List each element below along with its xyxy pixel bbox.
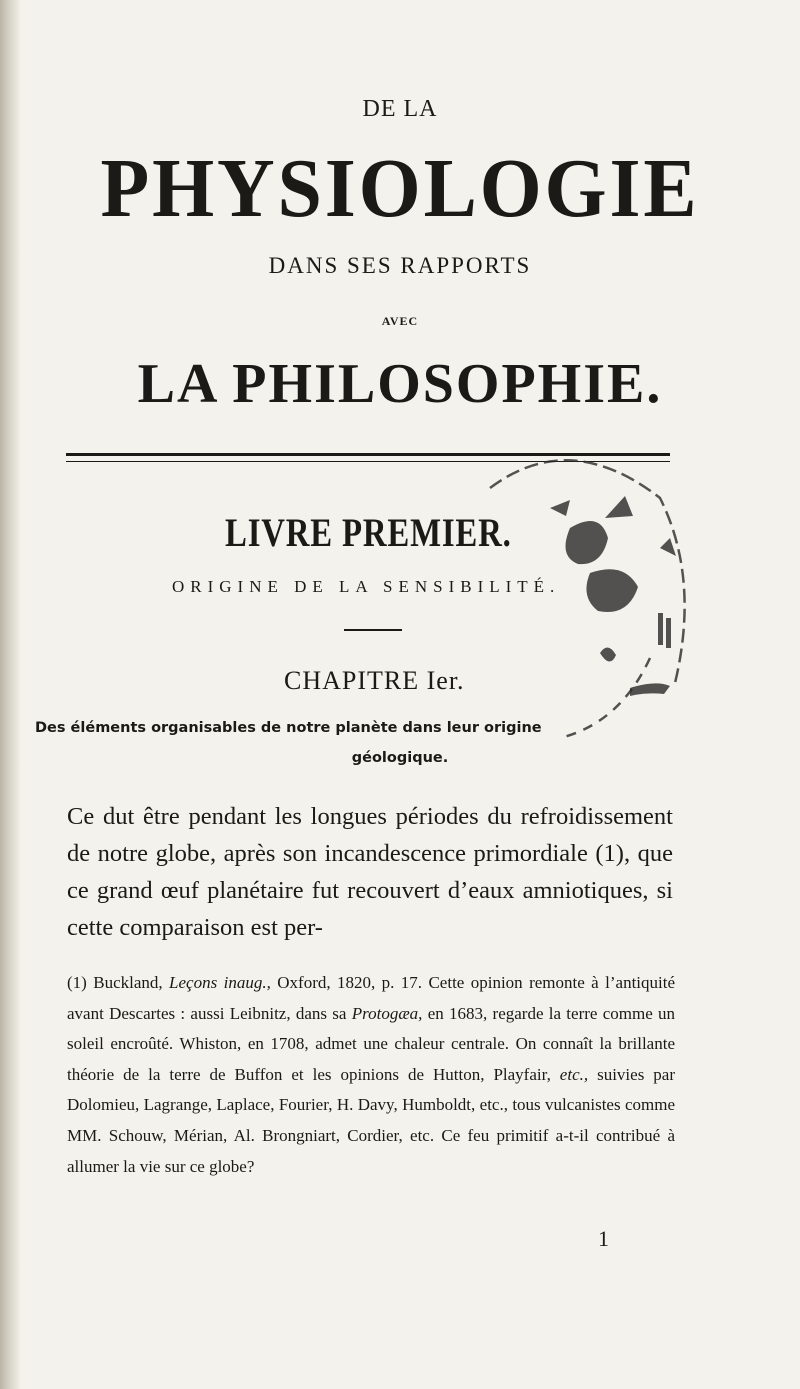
body-paragraph: Ce dut être pendant les longues périodes du refroidissement de notre globe, après son incandescence primordiale (1), que ce grand œuf planétaire fut recouvert d’eaux amniotiques, si cette comparaison est per- xyxy=(67,803,673,941)
title-la-philosophie: LA PHILOSOPHIE. xyxy=(137,353,663,415)
footnote-text-b: Oxford, 1820, p. 17. Cette opinion remonte à l’antiquité avant Descartes : aussi Leibnitz, dans sa xyxy=(67,973,676,1023)
footnote-marker: (1) xyxy=(67,973,87,992)
title-avec: AVEC xyxy=(381,314,419,328)
page-number: 1 xyxy=(598,1226,609,1251)
page-gutter-shadow xyxy=(0,0,20,1389)
title-dans-ses-rapports: DANS SES RAPPORTS xyxy=(268,253,532,278)
chapter-title-line2: géologique. xyxy=(351,750,449,766)
separator-dash xyxy=(344,629,402,631)
footnote-italic-lecons: Leçons inaug., xyxy=(169,973,271,992)
title-physiologie: PHYSIOLOGIE xyxy=(100,142,700,235)
footnote-italic-protogaea: Protogæa, xyxy=(351,1003,423,1023)
footnote-text-d: suivies par Dolomieu, Lagrange, Laplace, Fourier, H. Davy, Humboldt, etc., tous vulcanistes comme MM. Schouw, Mérian, Al. Brongniart, Cordier, etc. Ce feu primitif a-t-il contribué à allumer la vie sur ce globe? xyxy=(67,1064,675,1176)
library-stamp-image xyxy=(450,438,690,758)
footnote-text-a: Buckland, xyxy=(93,973,163,992)
livre-heading: LIVRE PREMIER. xyxy=(225,510,512,555)
chapter-title-line1: Des éléments organisables de notre planète dans leur origine xyxy=(35,720,542,736)
footnote-text-c: en 1683, regarde la terre comme un soleil encroûté. Whiston, en 1708, admet une chaleur centrale. On connaît la brillante théorie de la terre de Buffon et les opinions de Hutton, Playfair, xyxy=(67,1003,676,1084)
book-subtitle: ORIGINE DE LA SENSIBILITÉ. xyxy=(172,577,561,596)
chapter-heading: CHAPITRE Ier. xyxy=(284,666,465,695)
title-de-la: DE LA xyxy=(362,96,438,122)
footnote-italic-etc: etc., xyxy=(559,1064,589,1084)
footnote xyxy=(67,968,675,1182)
